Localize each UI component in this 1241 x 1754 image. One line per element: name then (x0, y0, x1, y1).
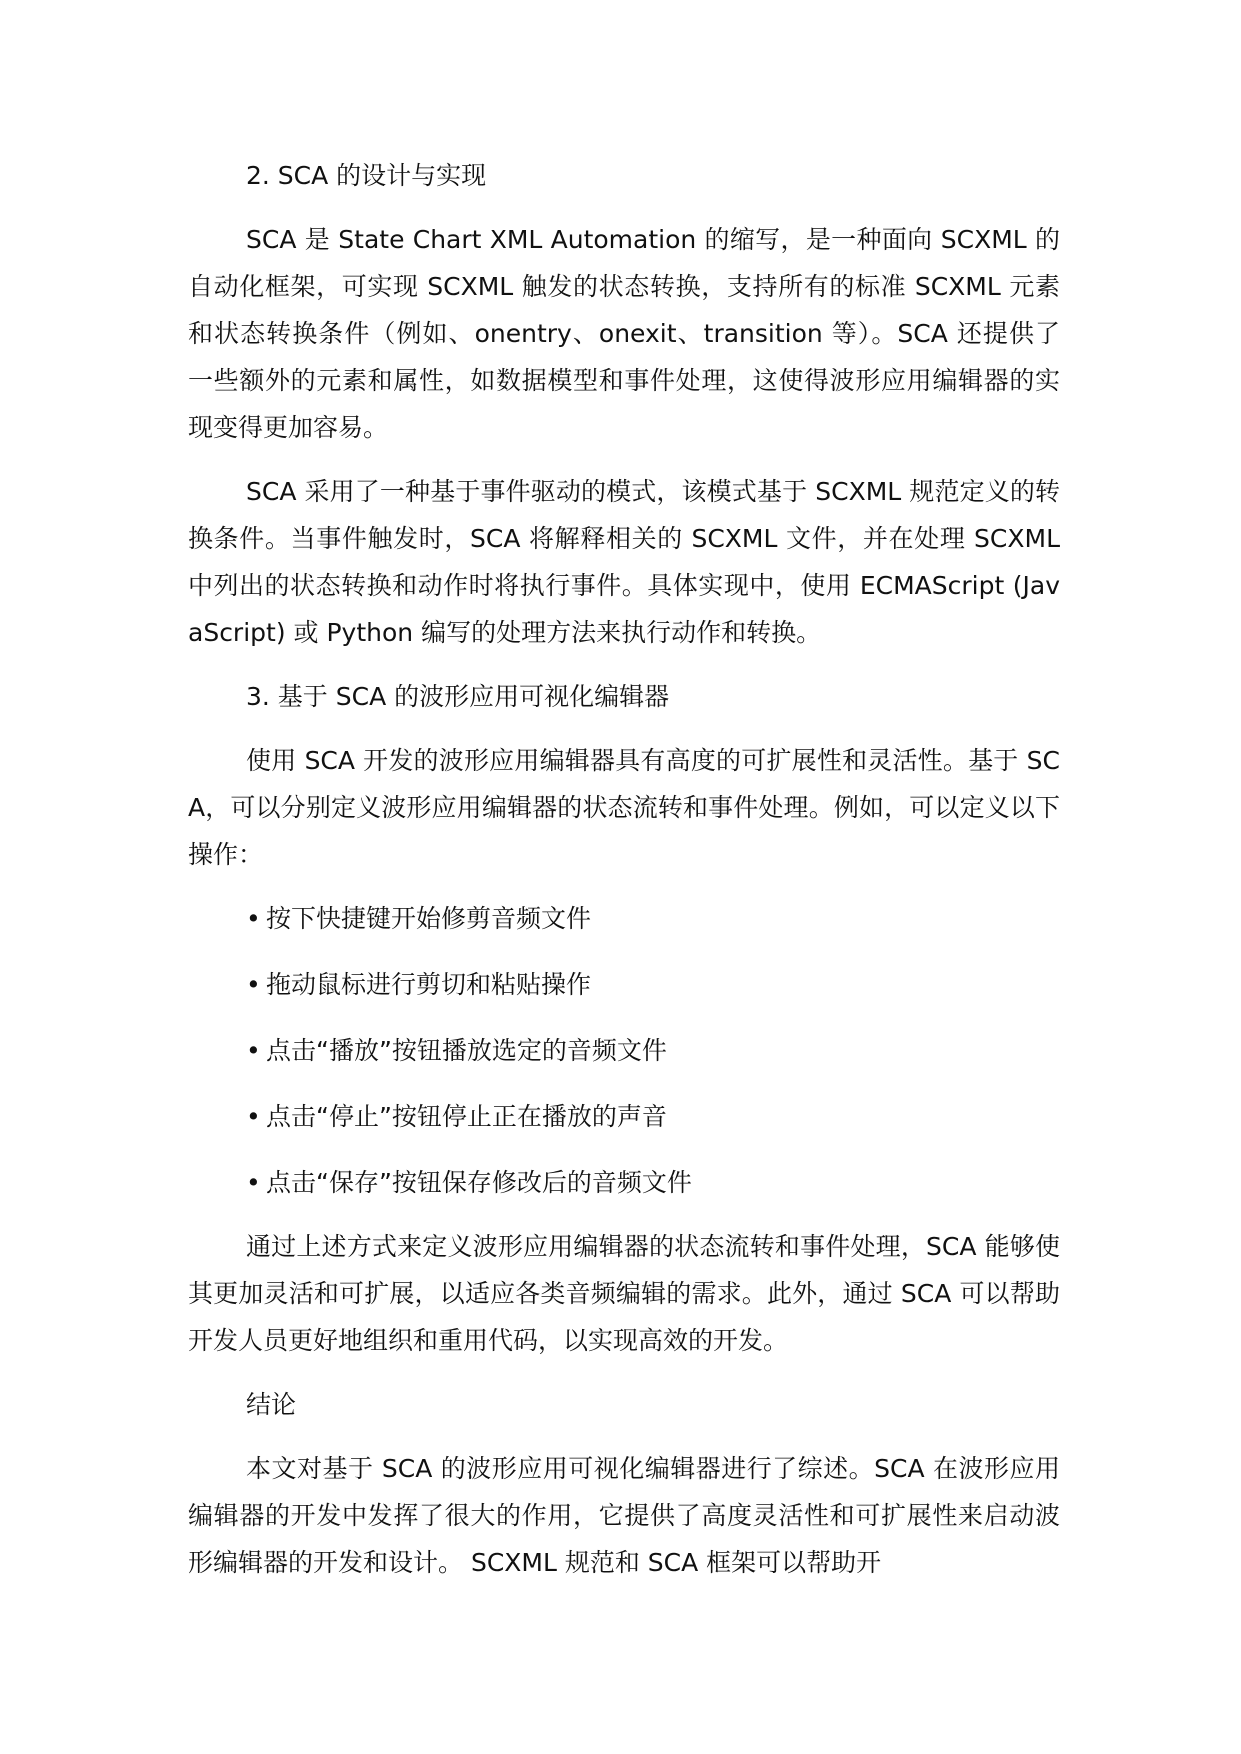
list-item-text: 点击“播放”按钮播放选定的音频文件 (266, 1036, 667, 1065)
list-item-text: 点击“保存”按钮保存修改后的音频文件 (266, 1168, 692, 1197)
paragraph-summary-benefits: 通过上述方式来定义波形应用编辑器的状态流转和事件处理，SCA 能够使其更加灵活和可扩展，以适应各类音频编辑的需求。此外，通过 SCA 可以帮助开发人员更好地组织和重用代码，以实现高效的开发。 (188, 1232, 1060, 1355)
list-item-text: 拖动鼠标进行剪切和粘贴操作 (266, 970, 592, 999)
list-item-text: 点击“停止”按钮停止正在播放的声音 (266, 1102, 667, 1131)
bullet-icon: • (246, 970, 261, 999)
bullet-icon: • (246, 1168, 261, 1197)
list-item (246, 1093, 1060, 1140)
list-item (246, 895, 1060, 942)
section-heading-conclusion: 结论 (246, 1390, 297, 1419)
paragraph-sca-event-driven: SCA 采用了一种基于事件驱动的模式，该模式基于 SCXML 规范定义的转换条件。当事件触发时，SCA 将解释相关的 SCXML 文件，并在处理 SCXML 中列出的状态转换和动作时将执行事件。具体实现中，使用 ECMAScript (JavaScript) 或 Python 编写的处理方法来执行动作和转换。 (188, 477, 1060, 647)
operations-list (188, 895, 1060, 1206)
list-item-text: 按下快捷键开始修剪音频文件 (266, 904, 592, 933)
section-heading-2: 2. SCA 的设计与实现 (246, 161, 487, 190)
paragraph-conclusion: 本文对基于 SCA 的波形应用可视化编辑器进行了综述。SCA 在波形应用编辑器的开发中发挥了很大的作用，它提供了高度灵活性和可扩展性来启动波形编辑器的开发和设计。 SCXML 规范和 SCA 框架可以帮助开 (188, 1454, 1060, 1577)
list-item (246, 1159, 1060, 1206)
document-body (188, 152, 1060, 1603)
list-item (246, 1027, 1060, 1074)
list-item (246, 961, 1060, 1008)
bullet-icon: • (246, 904, 261, 933)
bullet-icon: • (246, 1036, 261, 1065)
paragraph-editor-extensibility: 使用 SCA 开发的波形应用编辑器具有高度的可扩展性和灵活性。基于 SCA，可以分别定义波形应用编辑器的状态流转和事件处理。例如，可以定义以下操作： (188, 746, 1060, 869)
bullet-icon: • (246, 1102, 261, 1131)
section-heading-3: 3. 基于 SCA 的波形应用可视化编辑器 (246, 682, 670, 711)
paragraph-sca-definition: SCA 是 State Chart XML Automation 的缩写，是一种面向 SCXML 的自动化框架，可实现 SCXML 触发的状态转换，支持所有的标准 SCXML 元素和状态转换条件（例如、onentry、onexit、transition 等）。SCA 还提供了一些额外的元素和属性，如数据模型和事件处理，这使得波形应用编辑器的实现变得更加容易。 (188, 225, 1060, 442)
